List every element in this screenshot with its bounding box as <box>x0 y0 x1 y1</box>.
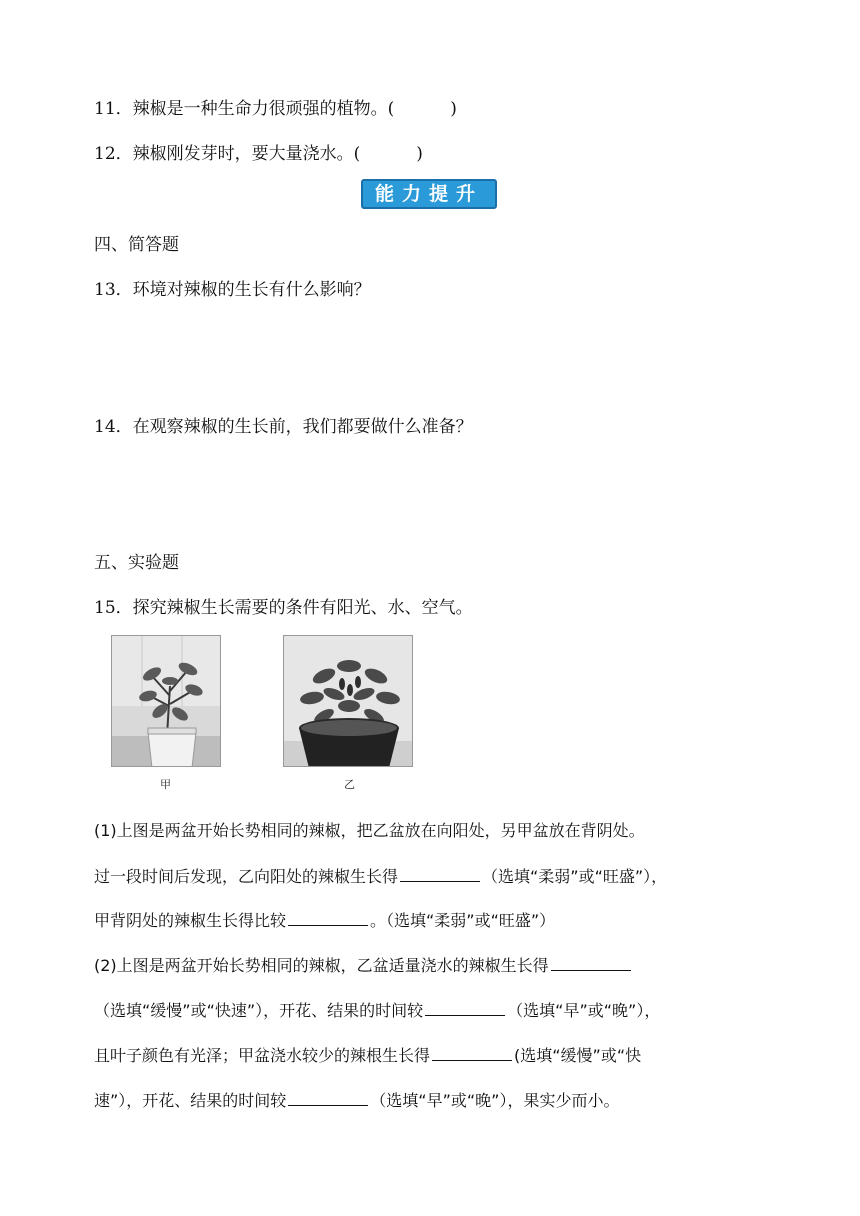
part-2-line-3: 且叶子颜色有光泽；甲盆浇水较少的辣根生长得 (选填“缓慢”或“快 <box>94 1046 642 1065</box>
part-1-line-3: 甲背阴处的辣椒生长得比较 。（选填“柔弱”或“旺盛”） <box>94 911 556 930</box>
part-2-line-1: (2)上图是两盆开始长势相同的辣椒，乙盆适量浇水的辣椒生长得 <box>94 953 633 976</box>
answer-blank[interactable] <box>432 1044 512 1061</box>
question-13: 13．环境对辣椒的生长有什么影响？ <box>94 280 371 300</box>
answer-blank[interactable] <box>425 999 505 1016</box>
question-11-text: 11．辣椒是一种生命力很顽强的植物。( <box>94 99 395 119</box>
answer-blank[interactable] <box>400 865 480 882</box>
question-12-text: 12．辣椒刚发芽时，要大量浇水。( <box>94 144 361 164</box>
question-15: 15．探究辣椒生长需要的条件有阳光、水、空气。 <box>94 598 473 618</box>
caption-yi: 乙 <box>344 778 355 791</box>
plant-photo-yi <box>283 635 413 767</box>
caption-jia: 甲 <box>160 778 171 791</box>
question-14: 14．在观察辣椒的生长前，我们都要做什么准备？ <box>94 417 473 437</box>
section-5-heading: 五、实验题 <box>94 553 179 573</box>
plant-photo-jia <box>111 635 221 767</box>
part-1-line-1: (1)上图是两盆开始长势相同的辣椒，把乙盆放在向阳处，另甲盆放在背阴处。 <box>94 821 645 840</box>
question-12: 12．辣椒刚发芽时，要大量浇水。( ) <box>94 144 423 164</box>
section-4-heading: 四、简答题 <box>94 235 179 255</box>
answer-blank[interactable] <box>551 954 631 971</box>
answer-blank[interactable] <box>288 1089 368 1106</box>
part-1-line-2: 过一段时间后发现，乙向阳处的辣椒生长得 （选填“柔弱”或“旺盛”）， <box>94 867 668 886</box>
part-2-line-4: 速”），开花、结果的时间较 （选填“早”或“晚”），果实少而小。 <box>94 1091 620 1110</box>
answer-blank[interactable] <box>288 909 368 926</box>
part-2-line-2: （选填“缓慢”或“快速”），开花、结果的时间较 （选填“早”或“晚”）， <box>94 1001 661 1020</box>
question-11: 11．辣椒是一种生命力很顽强的植物。( ) <box>94 99 457 119</box>
ability-banner: 能力提升 <box>361 179 497 209</box>
